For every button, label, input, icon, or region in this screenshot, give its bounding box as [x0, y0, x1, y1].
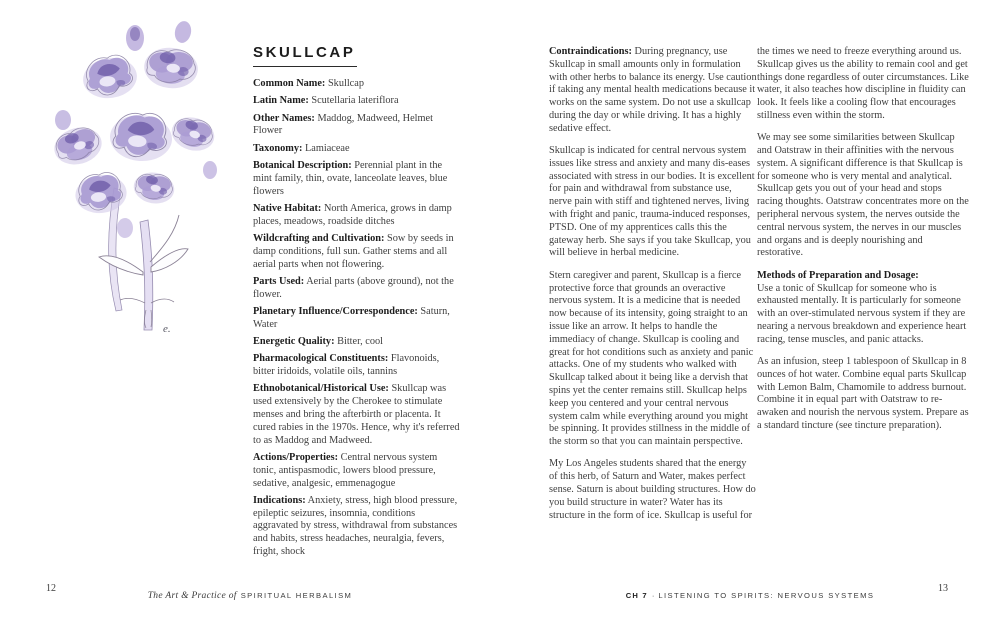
field-other-names: Other Names: Maddog, Madweed, Helmet Flower	[253, 112, 433, 137]
field-indications: Indications: Anxiety, stress, high blood pressure, epileptic seizures, insomnia, conditions aggravated by stress, withdrawal from substances and habits, stress headaches, neuralgia, fevers, fright, shock	[253, 494, 458, 557]
footer-separator: ·	[651, 591, 655, 600]
field-planetary-influence: Planetary Influence/Correspondence: Saturn, Water	[253, 305, 450, 330]
field-taxonomy: Taxonomy: Lamiaceae	[253, 142, 350, 154]
chapter-label: CH 7	[625, 591, 648, 600]
page-title: SKULLCAP	[253, 44, 357, 67]
leaf-lower-left	[120, 298, 145, 303]
paragraph-indicated-uses: Skullcap is indicated for central nervous system issues like stress and anxiety and many dis-eases associated with stress in our bodies. It is excellent for pain and withdrawal from substance use, nerve pain with stiff and tightened nerves, living with fright and panic, trauma-induced responses, PTSD. One of my apprentices calls this the gateway herb. She says if you take Skullcap, you will believe in herbal medicine.	[549, 145, 755, 259]
paragraph-infusion-instructions: As an infusion, steep 1 tablespoon of Skullcap in 8 ounces of hot water. Combine equal parts Skullcap with Lemon Balm, Chamomile to address burnout. Combine it in equal part with Oatstraw to re-awaken and nourish the nervous system. Prepare as a standard tincture (see tincture preparation).	[757, 356, 969, 432]
field-ethnobotanical-use: Ethnobotanical/Historical Use: Skullcap was used extensively by the Cherokee to stimulate menses and bring the afterbirth or placenta. It cured rabies in the 1970s. Hence, why it's referred to as Maddog and Madweed.	[253, 383, 460, 446]
right-page-column-1	[549, 46, 757, 532]
right-page-column-2	[757, 46, 969, 442]
left-running-footer	[0, 585, 500, 603]
paragraph-freeze-continuation: the times we need to freeze everything around us. Skullcap gives us the ability to remain cool and get things done regardless of outer circumstances. Like water, it also teaches how discipline in fluidity can look. It feels like a cooling flow that encourages stillness even within the storm.	[757, 46, 969, 121]
paragraph-preparation-dosage: Methods of Preparation and Dosage: Use a tonic of Skullcap for someone who is exhausted mentally. It is particularly for someone with an over-stimulated nervous system if they are nearing a nervous breakdown and experience heart racing, tense muscles, and panic attacks.	[757, 269, 967, 345]
paragraph-stern-caregiver: Stern caregiver and parent, Skullcap is a fierce protective force that grounds an overactive nervous system. It is a medicine that is needed now because of its intensity, going straight to an issue like an arrow. It helps to handle the immediacy of change. Skullcap is cooling and great for hot conditions such as anxiety and panic attacks. One of my students who walked with Skullcap talked about it being like a dervish that spins yet the center remains still. Skullcap helps keep you centered and your central nervous system calm while everything around you might be spinning. It provides stillness in the middle of the storm so that you can maintain perspective.	[549, 269, 754, 448]
field-energetic-quality: Energetic Quality: Bitter, cool	[253, 336, 384, 348]
field-common-name: Common Name: Skullcap	[253, 78, 364, 89]
field-actions-properties: Actions/Properties: Central nervous system tonic, antispasmodic, lowers blood pressure, sedative, analgesic, emmenagogue	[253, 451, 438, 489]
field-wildcrafting-cultivation: Wildcrafting and Cultivation: Sow by seeds in damp conditions, full sun. Gather stems and all aerial parts when not flowering.	[253, 232, 454, 270]
field-pharmacological-constituents: Pharmacological Constituents: Flavonoids, bitter iridoids, volatile oils, tannins	[253, 353, 440, 378]
leaf-right	[151, 249, 188, 272]
leaf-lower-right	[151, 299, 174, 303]
leaf-left	[99, 256, 143, 275]
field-botanical-description: Botanical Description: Perennial plant in the mint family, thin, ovate, lanceolate leaves, blue flowers	[253, 159, 448, 197]
skullcap-illustration	[25, 10, 245, 355]
left-page-number: 12	[46, 583, 56, 594]
field-latin-name: Latin Name: Scutellaria lateriflora	[253, 95, 399, 107]
right-running-footer	[500, 585, 1000, 603]
paragraph-los-angeles-students: My Los Angeles students shared that the energy of this herb, of Saturn and Water, makes perfect sense. Saturn is about building structures. How do you build structure in water? Water has its structure in the form of ice. Skullcap is useful for	[549, 458, 756, 521]
field-parts-used: Parts Used: Aerial parts (above ground), not the flower.	[253, 275, 454, 300]
chapter-title: LISTENING TO SPIRITS: NERVOUS SYSTEMS	[658, 591, 875, 600]
series-title-caps: SPIRITUAL HERBALISM	[240, 591, 353, 600]
right-page-number: 13	[938, 583, 948, 594]
monograph-entry	[253, 44, 460, 563]
series-title-italic: The Art & Practice of	[147, 591, 237, 601]
paragraph-skullcap-oatstraw: We may see some similarities between Skullcap and Oatstraw in their affinities with the nervous system. A significant difference is that Skullcap is for someone who is very mental and analytical. Skullcap gets you out of your head and stops racing thoughts. Oatstraw concentrates more on the peripheral nervous system, the nerves outside the central nervous system, the nerves in our muscles and organs and is deeply nourishing and restorative.	[757, 132, 969, 259]
field-native-habitat: Native Habitat: North America, grows in damp places, meadows, roadside ditches	[253, 202, 452, 227]
artist-signature: e.	[163, 323, 171, 335]
paragraph-contraindications: Contraindications: During pregnancy, use Skullcap in small amounts only in formulation with other herbs to balance its energy. Use caution if taking any mental health medications because it works on the same system. Do not use a skullcap during the day or while driving. It has a highly sedative effect.	[549, 46, 757, 134]
skullcap-illustration-svg	[25, 10, 245, 355]
